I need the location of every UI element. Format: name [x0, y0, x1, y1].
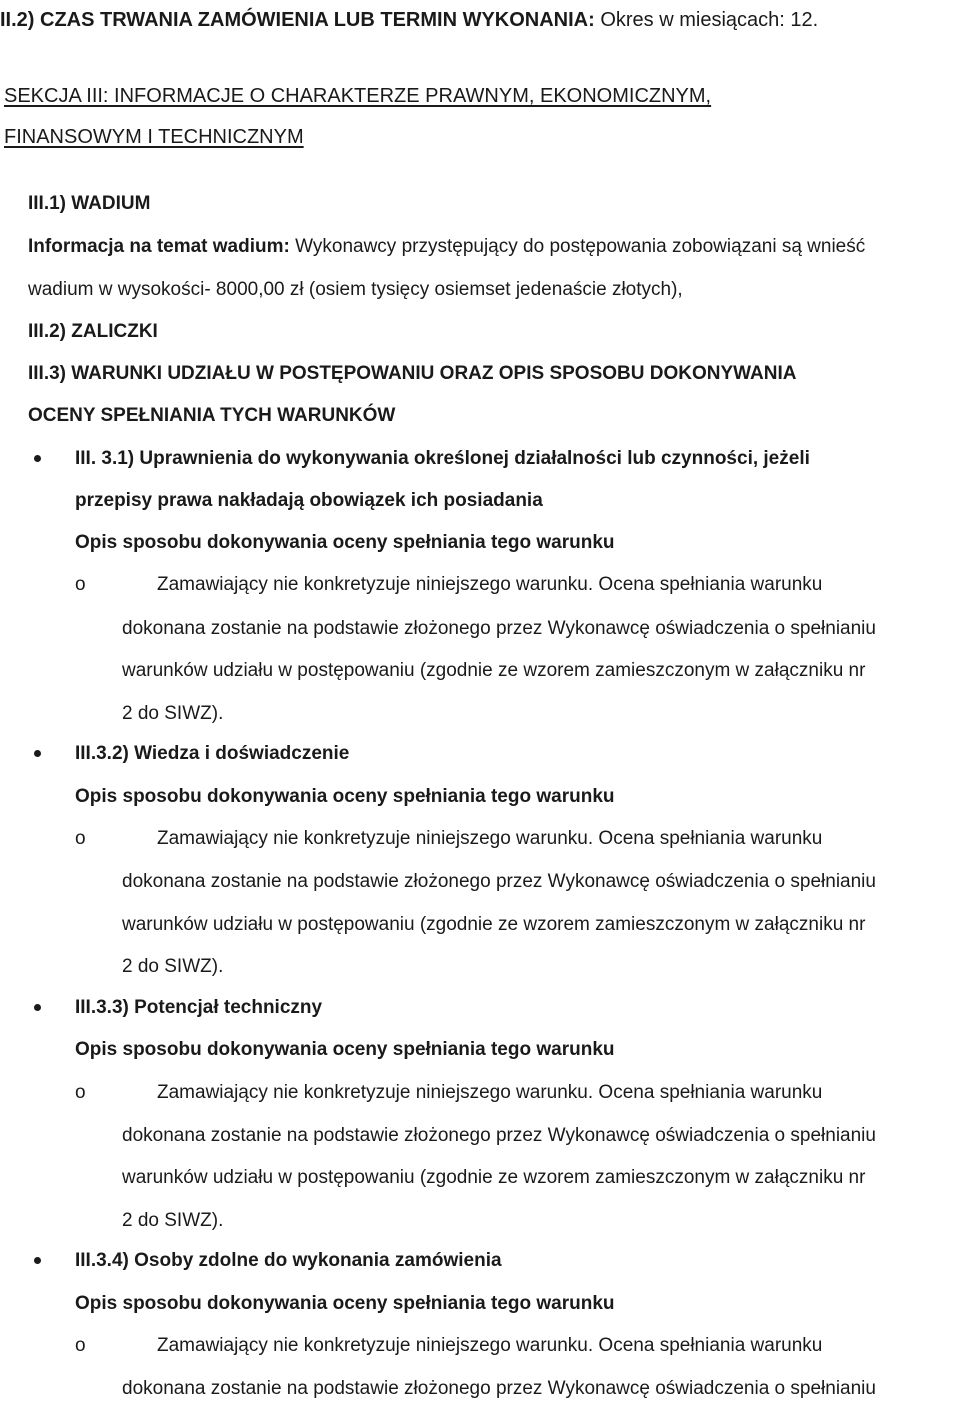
wadium-heading: III.1) WADIUM: [28, 193, 151, 214]
opis-text-line1: Zamawiający nie konkretyzuje niniejszego warunku. Ocena spełniania warunku: [157, 574, 823, 595]
wadium-text1: Wykonawcy przystępujący do postępowania zobowiązani są wnieść: [289, 236, 866, 257]
opis-text-line1: Zamawiający nie konkretyzuje niniejszego warunku. Ocena spełniania warunku: [157, 828, 823, 849]
opis-text-line1: Zamawiający nie konkretyzuje niniejszego warunku. Ocena spełniania warunku: [157, 1082, 823, 1103]
item-title-cont: przepisy prawa nakładają obowiązek ich posiadania: [75, 490, 543, 511]
section-ii2: [0, 8, 818, 32]
opis-text-line2: dokonana zostanie na podstawie złożonego przez Wykonawcę oświadczenia o spełnianiu: [122, 618, 876, 639]
section-ii2-value: Okres w miesiącach: 12.: [594, 9, 819, 31]
opis-text-line4: 2 do SIWZ).: [122, 1210, 224, 1231]
opis-heading: Opis sposobu dokonywania oceny spełniania tego warunku: [75, 532, 615, 553]
section-iii-title-line1: SEKCJA III: INFORMACJE O CHARAKTERZE PRAWNYM, EKONOMICZNYM,: [4, 85, 712, 107]
section-ii2-label: II.2) CZAS TRWANIA ZAMÓWIENIA LUB TERMIN WYKONANIA:: [0, 9, 595, 31]
item-title: III.3.3) Potencjał techniczny: [75, 997, 323, 1018]
bullet-point: [34, 1257, 41, 1264]
list-marker-o: o: [75, 574, 86, 595]
opis-text-line4: 2 do SIWZ).: [122, 703, 224, 724]
bullet-point: [34, 1004, 41, 1011]
opis-heading: Opis sposobu dokonywania oceny spełniania tego warunku: [75, 1039, 615, 1060]
warunki-heading-line2: OCENY SPEŁNIANIA TYCH WARUNKÓW: [28, 405, 396, 426]
item-title: III.3.4) Osoby zdolne do wykonania zamówienia: [75, 1250, 502, 1271]
bullet-point: [34, 750, 41, 757]
opis-text-line1: Zamawiający nie konkretyzuje niniejszego warunku. Ocena spełniania warunku: [157, 1335, 823, 1356]
item-title: III. 3.1) Uprawnienia do wykonywania określonej działalności lub czynności, jeżeli: [75, 448, 810, 469]
opis-text-line2: dokonana zostanie na podstawie złożonego przez Wykonawcę oświadczenia o spełnianiu: [122, 1125, 876, 1146]
opis-text-line3: warunków udziału w postępowaniu (zgodnie ze wzorem zamieszczonym w załączniku nr: [122, 1167, 866, 1188]
opis-text-line3: warunków udziału w postępowaniu (zgodnie ze wzorem zamieszczonym w załączniku nr: [122, 660, 866, 681]
opis-heading: Opis sposobu dokonywania oceny spełniania tego warunku: [75, 1293, 615, 1314]
warunki-heading-line1: III.3) WARUNKI UDZIAŁU W POSTĘPOWANIU ORAZ OPIS SPOSOBU DOKONYWANIA: [28, 363, 797, 384]
opis-text-line2: dokonana zostanie na podstawie złożonego przez Wykonawcę oświadczenia o spełnianiu: [122, 871, 876, 892]
bullet-point: [34, 455, 41, 462]
opis-text-line3: warunków udziału w postępowaniu (zgodnie ze wzorem zamieszczonym w załączniku nr: [122, 914, 866, 935]
wadium-info: [28, 235, 865, 259]
wadium-label: Informacja na temat wadium:: [28, 236, 290, 257]
wadium-text2: wadium w wysokości- 8000,00 zł (osiem tysięcy osiemset jedenaście złotych),: [28, 279, 683, 300]
opis-text-line2: dokonana zostanie na podstawie złożonego przez Wykonawcę oświadczenia o spełnianiu: [122, 1378, 876, 1399]
list-marker-o: o: [75, 1335, 86, 1356]
item-title: III.3.2) Wiedza i doświadczenie: [75, 743, 350, 764]
section-iii-title-line2: FINANSOWYM I TECHNICZNYM: [4, 126, 304, 148]
opis-text-line4: 2 do SIWZ).: [122, 956, 224, 977]
list-marker-o: o: [75, 1082, 86, 1103]
zaliczki-heading: III.2) ZALICZKI: [28, 321, 158, 342]
list-marker-o: o: [75, 828, 86, 849]
opis-heading: Opis sposobu dokonywania oceny spełniania tego warunku: [75, 786, 615, 807]
